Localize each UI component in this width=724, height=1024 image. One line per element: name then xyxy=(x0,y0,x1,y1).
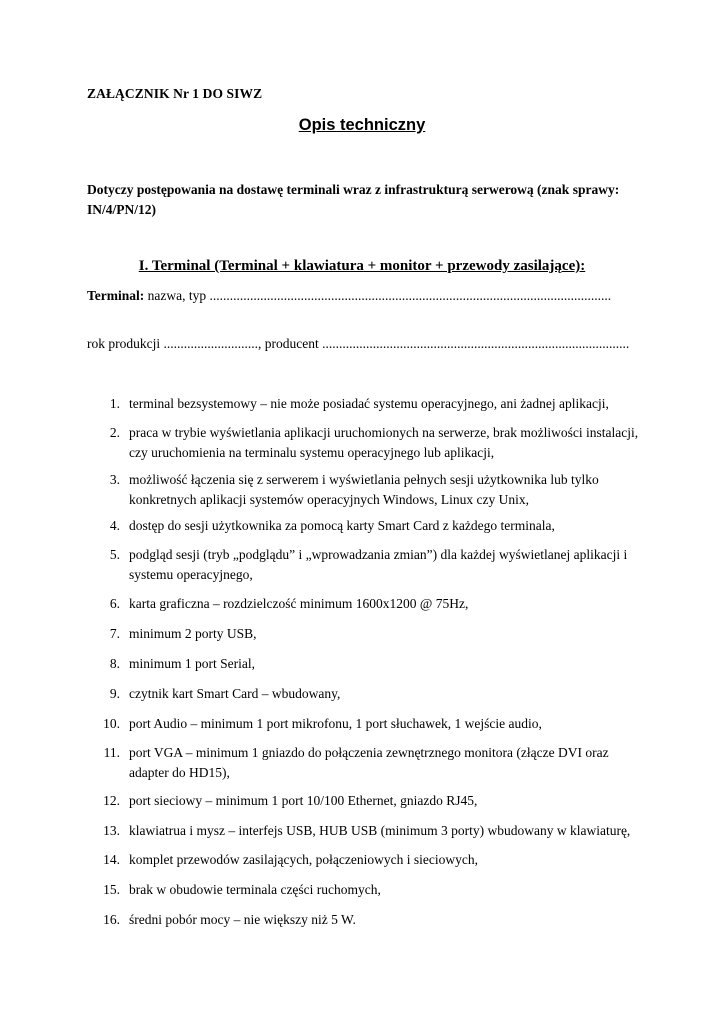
list-item-text: praca w trybie wyświetlania aplikacji uruchomionych na serwerze, brak możliwości instalacji, czy uruchomienia na terminalu systemu operacyjnego lub aplikacji, xyxy=(129,425,639,460)
list-item-text: komplet przewodów zasilających, połączeniowych i sieciowych, xyxy=(129,852,478,867)
list-item-text: minimum 2 porty USB, xyxy=(129,626,257,641)
list-item-number: 5. xyxy=(109,547,120,562)
list-item-number: 3. xyxy=(109,472,120,487)
list-item-number: 4. xyxy=(109,518,120,533)
list-item-text: karta graficzna – rozdzielczość minimum 1600x1200 @ 75Hz, xyxy=(129,596,469,611)
terminal-name-field xyxy=(87,288,611,304)
list-item-number: 12. xyxy=(103,793,120,808)
list-item-text: możliwość łączenia się z serwerem i wyświetlania pełnych sesji użytkownika lub tylko konkretnych aplikacji systemów operacyjnych Windows, Linux czy Unix, xyxy=(129,472,599,507)
list-item-text: dostęp do sesji użytkownika za pomocą karty Smart Card z każdego terminala, xyxy=(129,518,555,533)
list-item-number: 15. xyxy=(103,882,120,897)
list-item-number: 7. xyxy=(109,626,120,641)
list-item-number: 1. xyxy=(109,396,120,411)
list-item-text: czytnik kart Smart Card – wbudowany, xyxy=(129,686,341,701)
list-item-number: 9. xyxy=(109,686,120,701)
list-item-number: 10. xyxy=(103,716,120,731)
list-item-text: klawiatrua i mysz – interfejs USB, HUB USB (minimum 3 porty) wbudowany w klawiaturę, xyxy=(129,823,631,838)
list-item-text: port VGA – minimum 1 gniazdo do połączenia zewnętrznego monitora (złącze DVI oraz adapter do HD15), xyxy=(129,745,609,780)
list-item-text: port Audio – minimum 1 port mikrofonu, 1 port słuchawek, 1 wejście audio, xyxy=(129,716,542,731)
list-item-text: minimum 1 port Serial, xyxy=(129,656,255,671)
list-item-text: terminal bezsystemowy – nie może posiadać systemu operacyjnego, ani żadnej aplikacji, xyxy=(129,396,609,411)
list-item-number: 14. xyxy=(103,852,120,867)
list-item-number: 16. xyxy=(103,912,120,927)
terminal-label: Terminal: xyxy=(87,288,145,303)
list-item-number: 11. xyxy=(103,745,120,760)
list-item-text: podgląd sesji (tryb „podglądu” i „wprowadzania zmian”) dla każdej wyświetlanej aplikacji i systemu operacyjnego, xyxy=(129,547,628,582)
list-item-number: 8. xyxy=(109,656,120,671)
procurement-description: Dotyczy postępowania na dostawę terminali wraz z infrastrukturą serwerową (znak sprawy: IN/4/PN/12) xyxy=(87,182,620,217)
document-title: Opis techniczny xyxy=(298,116,426,134)
attachment-label: ZAŁĄCZNIK Nr 1 DO SIWZ xyxy=(87,86,263,101)
section-heading-terminal: I. Terminal (Terminal + klawiatura + monitor + przewody zasilające): xyxy=(138,258,586,274)
list-item-text: port sieciowy – minimum 1 port 10/100 Ethernet, gniazdo RJ45, xyxy=(129,793,478,808)
list-item-number: 2. xyxy=(109,425,120,440)
list-item-number: 6. xyxy=(109,596,120,611)
terminal-name-dotted: nazwa, typ ....................................................................................................................... xyxy=(144,288,612,303)
list-item-number: 13. xyxy=(103,823,120,838)
list-item-text: średni pobór mocy – nie większy niż 5 W. xyxy=(129,912,356,927)
production-field: rok produkcji ............................, producent ........................................................................................... xyxy=(87,336,630,351)
list-item-text: brak w obudowie terminala części ruchomych, xyxy=(129,882,381,897)
